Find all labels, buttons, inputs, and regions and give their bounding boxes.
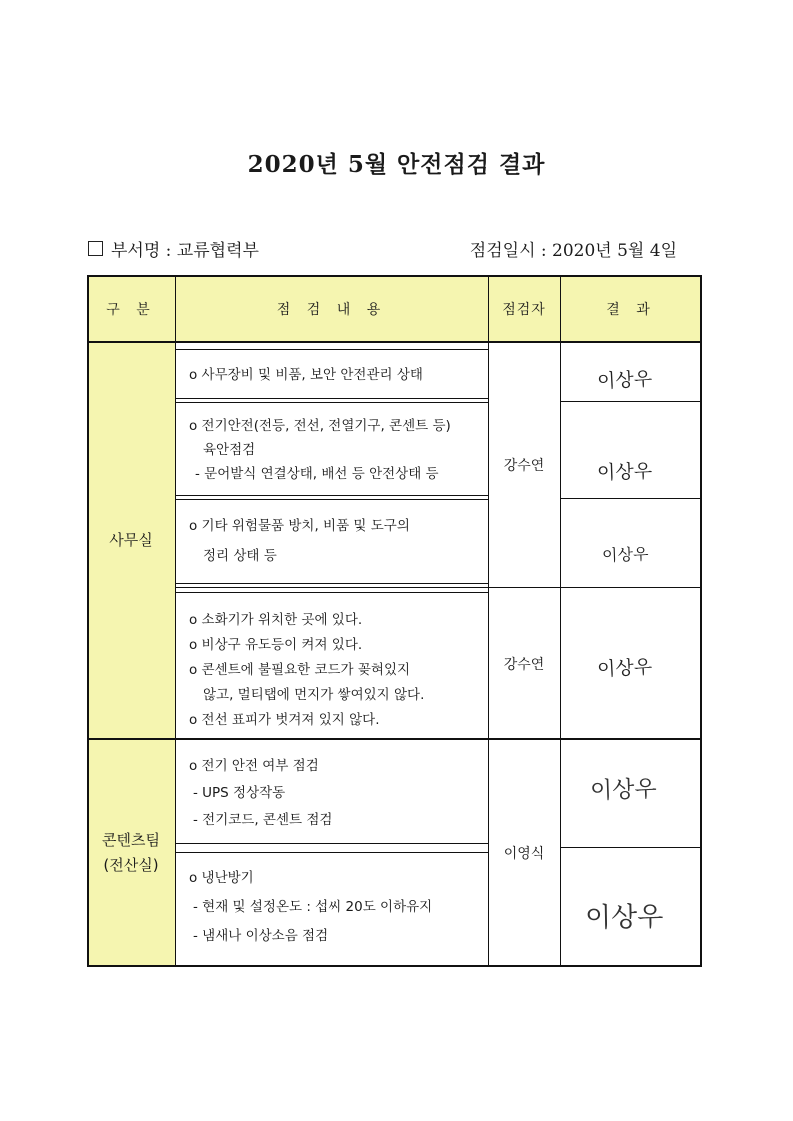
content-line: - 문어발식 연결상태, 배선 등 안전상태 등 [195, 466, 439, 482]
svg-text:이상우: 이상우 [596, 459, 653, 484]
content-line: o 전선 표피가 벗겨져 있지 않다. [189, 712, 380, 728]
header-inspector: 점검자 [488, 275, 560, 342]
signature-office-3 [560, 499, 702, 588]
handwritten-signature [591, 364, 671, 392]
svg-text:이상우: 이상우 [596, 655, 653, 681]
svg-text:이상우: 이상우 [584, 900, 664, 934]
department-label: 부서명 : 교류협력부 [111, 241, 259, 261]
content-line: 않고, 멀티탭에 먼지가 쌓여있지 않다. [203, 687, 425, 703]
handwritten-signature [586, 771, 676, 805]
content-item-server-2 [175, 848, 488, 967]
content-line: 육안점검 [203, 442, 256, 458]
svg-text:이상우: 이상우 [601, 543, 649, 565]
category-office [87, 342, 175, 739]
document-title: 2020년 5월 안전점검 결과 [247, 151, 546, 178]
content-item-office-3 [175, 499, 488, 588]
inspector-office-1: 강수연 [503, 458, 545, 474]
category-office-label: 사무실 [109, 530, 153, 549]
content-line: o 비상구 유도등이 켜져 있다. [189, 637, 363, 653]
handwritten-signature [591, 456, 671, 484]
content-line: - 현재 및 설정온도 : 섭씨 20도 이하유지 [193, 899, 433, 915]
header-content: 점 검 내 용 [175, 275, 488, 342]
svg-text:이상우: 이상우 [589, 775, 658, 804]
signature-office-1 [560, 342, 702, 402]
signature-office-2 [560, 402, 702, 499]
content-line: o 냉난방기 [189, 870, 254, 886]
header-result: 결 과 [560, 275, 702, 342]
department-row [88, 236, 259, 261]
content-line: - UPS 정상작동 [193, 785, 286, 801]
content-line: o 전기 안전 여부 점검 [189, 758, 319, 774]
department-checkbox[interactable] [88, 241, 103, 256]
category-content-team-sub: (전산실) [103, 856, 159, 874]
inspector-server: 이영식 [503, 846, 545, 862]
content-item-server-1 [175, 739, 488, 848]
header-category: 구 분 [87, 275, 175, 342]
content-item-office-2 [175, 402, 488, 497]
signature-office-4 [560, 588, 702, 739]
content-line: o 사무장비 및 비품, 보안 안전관리 상태 [189, 367, 423, 383]
category-content-team-label: 콘텐츠팀 [102, 830, 160, 849]
category-content-team [87, 739, 175, 967]
content-line: o 콘센트에 불필요한 코드가 꽂혀있지 [189, 662, 411, 678]
inspector-office-2: 강수연 [503, 656, 545, 673]
handwritten-signature [591, 652, 671, 680]
inspection-date: 점검일시 : 2020년 5월 4일 [469, 241, 677, 261]
content-item-office-4 [175, 588, 488, 739]
handwritten-signature [583, 895, 679, 935]
signature-server-2 [560, 848, 702, 967]
content-line: - 냄새나 이상소음 점검 [193, 928, 329, 944]
content-line: - 전기코드, 콘센트 점검 [193, 812, 333, 828]
content-line: o 기타 위험물품 방치, 비품 및 도구의 [189, 518, 410, 534]
content-line: o 소화기가 위치한 곳에 있다. [189, 612, 363, 628]
handwritten-signature [596, 538, 666, 566]
content-line: 정리 상태 등 [203, 548, 277, 564]
inspection-table [87, 275, 702, 967]
signature-server-1 [560, 739, 702, 848]
content-line: o 전기안전(전등, 전선, 전열기구, 콘센트 등) [189, 418, 451, 434]
svg-text:이상우: 이상우 [596, 367, 653, 393]
